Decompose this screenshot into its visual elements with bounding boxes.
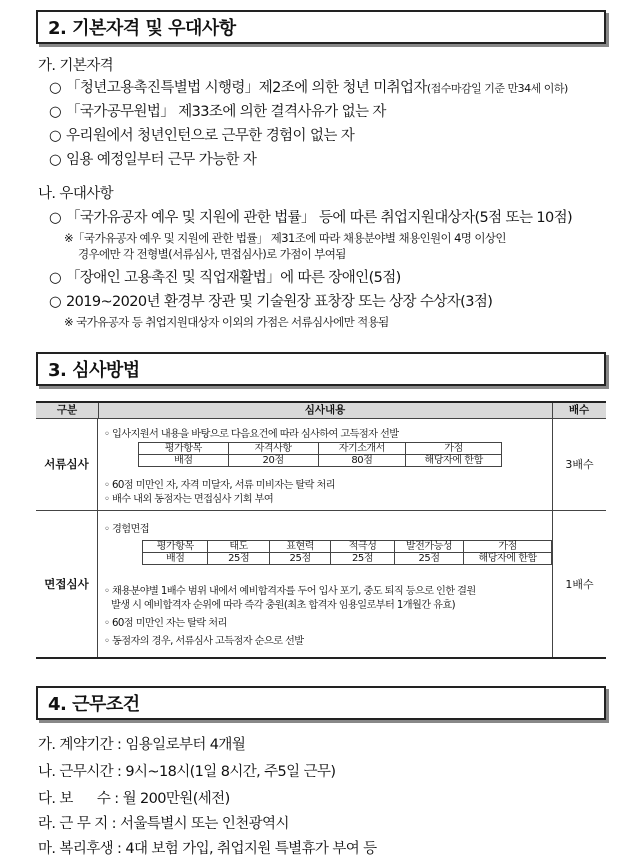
basic-item-3: ○ 우리원에서 청년인턴으로 근무한 경험이 없는 자 — [48, 128, 355, 144]
int-val: 25점 — [331, 553, 394, 565]
document-review-content — [98, 418, 552, 510]
condition-work-hours: 나. 근무시간 : 9시~18시(1일 8시간, 주5일 근무) — [38, 764, 336, 780]
pref-note-1a: ※「국가유공자 예우 및 지원에 관한 법률」 제31조에 따라 채용분야별 채용인원이 4명 이상인 — [64, 231, 506, 245]
int-col: 태도 — [208, 541, 269, 553]
doc-val: 배점 — [139, 455, 229, 467]
pref-item-1: ○ 「국가유공자 예우 및 지원에 관한 법률」 등에 따른 취업지원대상자(5점 또는 10점) — [48, 210, 573, 226]
bullet-icon: ○ — [48, 210, 62, 226]
int-col: 발전가능성 — [394, 541, 464, 553]
header-content: 심사내용 — [304, 404, 346, 416]
doc-col: 평가항목 — [139, 443, 229, 455]
interview-note-3: ◦ 동점자의 경우, 서류심사 고득점자 순으로 선발 — [104, 636, 304, 647]
condition-salary: 다. 보 수 : 월 200만원(세전) — [38, 791, 230, 807]
interview-note-1: ◦ 채용분야별 1배수 범위 내에서 예비합격자를 두어 입사 포기, 중도 퇴직 등으로 인한 결원 — [104, 586, 476, 597]
int-col: 적극성 — [331, 541, 394, 553]
interview-content — [98, 510, 552, 657]
section-4-title: 4. 근무조건 — [36, 686, 606, 720]
interview-row — [36, 510, 606, 659]
int-val: 해당자에 한함 — [464, 553, 552, 565]
interview-note-2: ◦ 60점 미만인 자는 탈락 처리 — [104, 618, 227, 629]
document-review-note-1: ◦ 60점 미만인 자, 자격 미달자, 서류 미비자는 탈락 처리 — [104, 480, 336, 491]
doc-col: 자기소개서 — [318, 443, 406, 455]
int-col: 가점 — [464, 541, 552, 553]
document-review-label: 서류심사 — [36, 418, 98, 510]
document-review-note-2: ◦ 배수 내외 동점자는 면접심사 기회 부여 — [104, 494, 274, 505]
bullet-icon: ○ — [48, 80, 62, 96]
int-col: 표현력 — [269, 541, 330, 553]
bullet-icon: ○ — [48, 152, 62, 168]
interview-note-1b: 발생 시 예비합격자 순위에 따라 즉각 충원(최초 합격자 임용일로부터 1개월간 유효) — [111, 600, 455, 611]
header-category: 구분 — [56, 404, 78, 416]
int-col: 평가항목 — [143, 541, 208, 553]
document-review-row — [36, 418, 606, 511]
interview-score-table — [142, 540, 552, 565]
int-val: 배점 — [143, 553, 208, 565]
document-review-multiple: 3배수 — [552, 418, 606, 510]
pref-item-2: ○ 「장애인 고용촉진 및 직업재활법」에 따른 장애인(5점) — [48, 270, 401, 286]
doc-col: 자격사항 — [228, 443, 318, 455]
bullet-icon: ○ — [48, 104, 62, 120]
interview-label: 면접심사 — [36, 510, 98, 657]
section-2-title: 2. 기본자격 및 우대사항 — [36, 10, 606, 44]
condition-benefits: 마. 복리후생 : 4대 보험 가입, 취업지원 특별휴가 부여 등 — [38, 841, 377, 857]
bullet-icon: ○ — [48, 270, 62, 286]
document-review-intro: ◦ 입사지원서 내용을 바탕으로 다음요건에 따라 심사하여 고득점자 선발 — [104, 429, 399, 440]
pref-note-1b: 경우에만 각 전형별(서류심사, 면접심사)로 가점이 부여됨 — [78, 247, 346, 261]
int-val: 25점 — [269, 553, 330, 565]
doc-val: 80점 — [318, 455, 406, 467]
bullet-icon: ○ — [48, 128, 62, 144]
header-multiple: 배수 — [568, 404, 590, 416]
basic-item-2: ○ 「국가공무원법」 제33조에 의한 결격사유가 없는 자 — [48, 104, 386, 120]
bullet-icon: ○ — [48, 294, 62, 310]
doc-col: 가점 — [406, 443, 502, 455]
pref-note-2: ※ 국가유공자 등 취업지원대상자 이외의 가점은 서류심사에만 적용됨 — [64, 315, 389, 329]
review-method-table — [36, 401, 606, 658]
doc-val: 20점 — [228, 455, 318, 467]
basic-item-1: ○ 「청년고용촉진특별법 시행령」제2조에 의한 청년 미취업자(접수마감일 기준 만34세 이하) — [48, 80, 568, 96]
basic-item-4: ○ 임용 예정일부터 근무 가능한 자 — [48, 152, 257, 168]
basic-qualification-heading: 가. 기본자격 — [38, 58, 114, 74]
document-score-table — [138, 442, 502, 467]
section-3-title: 3. 심사방법 — [36, 352, 606, 386]
interview-intro: ◦ 경험면접 — [104, 524, 150, 535]
condition-contract-period: 가. 계약기간 : 임용일로부터 4개월 — [38, 737, 246, 753]
int-val: 25점 — [394, 553, 464, 565]
preference-heading: 나. 우대사항 — [38, 186, 114, 202]
pref-item-3: ○ 2019~2020년 환경부 장관 및 기술원장 표창장 또는 상장 수상자(3점) — [48, 294, 493, 310]
condition-location: 라. 근 무 지 : 서울특별시 또는 인천광역시 — [38, 816, 289, 832]
doc-val: 해당자에 한함 — [406, 455, 502, 467]
interview-multiple: 1배수 — [552, 510, 606, 657]
int-val: 25점 — [208, 553, 269, 565]
